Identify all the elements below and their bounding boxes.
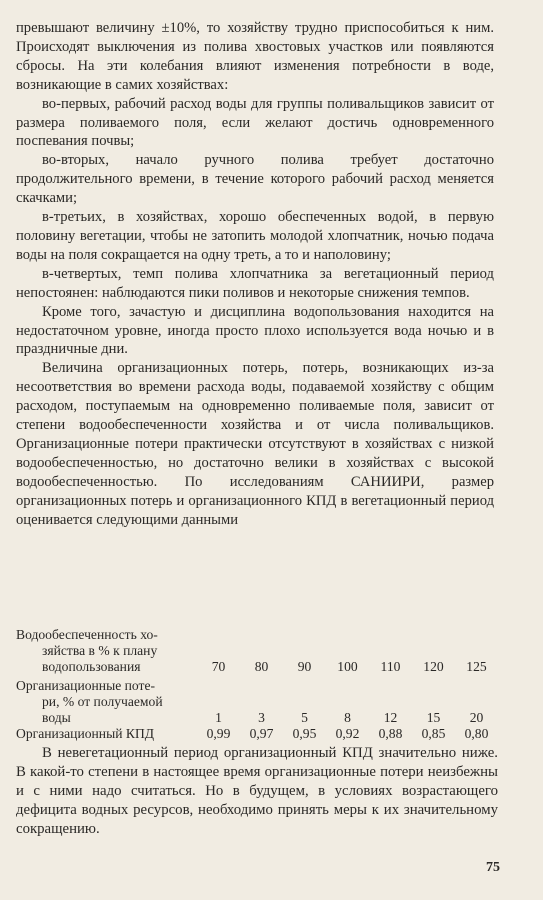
- table-cell: 5: [301, 710, 308, 726]
- table-row: [16, 678, 498, 727]
- table-cell: 3: [258, 710, 265, 726]
- water-supply-table: [16, 627, 498, 742]
- row-label: [16, 678, 197, 727]
- paragraph: в-четвертых, темп полива хлопчатника за вегетационный период непостоянен: наблюдаются пики поливов и некоторые снижения темпов.: [16, 265, 494, 301]
- main-text: [16, 19, 494, 529]
- table-cell: 120: [423, 659, 444, 675]
- page-number: 75: [486, 860, 500, 875]
- table-cell: 90: [297, 659, 312, 675]
- table-cell: 20: [469, 710, 484, 726]
- table-row: [16, 627, 498, 676]
- table-cell: 0,92: [335, 726, 360, 742]
- table-cell: 15: [426, 710, 441, 726]
- row-label: Организационный КПД: [16, 726, 155, 742]
- paragraph: Кроме того, зачастую и дисциплина водопользования находится на недостаточном уровне, иногда просто плохо используется вода ночью и в праздничные дни.: [16, 303, 494, 358]
- table-cell: 100: [337, 659, 358, 675]
- table-cell: 70: [211, 659, 226, 675]
- row-label: [16, 627, 197, 676]
- table-cell: 125: [466, 659, 487, 675]
- table-cell: 80: [254, 659, 269, 675]
- label-line: воды: [42, 710, 71, 726]
- paragraph: во-первых, рабочий расход воды для группы поливальщиков зависит от размера поливаемого поля, если желают достичь одновременного поспевания почвы;: [16, 95, 494, 150]
- table-cell: 0,85: [421, 726, 446, 742]
- label-line: ри, % от получаемой: [42, 693, 163, 709]
- table-cell: 0,80: [464, 726, 489, 742]
- label-line: зяйства в % к плану: [42, 643, 158, 659]
- paragraph: в-третьих, в хозяйствах, хорошо обеспеченных водой, в первую половину вегетации, чтобы не затопить молодой хлопчатник, ночью подача воды на поля сокращается на одну треть, а то и наполовину;: [16, 209, 494, 263]
- table-cell: 12: [383, 710, 398, 726]
- paragraph: превышают величину ±10%, то хозяйству трудно приспособиться к ним. Происходят выключения из полива хвостовых участков или появляются сбросы. На эти колебания влияют изменения потребности в воде, возникающие в самих хозяйствах:: [16, 20, 494, 93]
- table-cell: 0,88: [378, 726, 403, 742]
- table-cell: 110: [380, 659, 401, 675]
- table-cell: 8: [344, 710, 351, 726]
- paragraph: во-вторых, начало ручного полива требует достаточно продолжительного времени, в течение которого рабочий расход меняется скачками;: [16, 152, 494, 207]
- table-cell: 1: [215, 710, 222, 726]
- label-line: Организационные поте-: [16, 677, 156, 693]
- table-row: [16, 726, 498, 742]
- closing-text: [16, 744, 498, 839]
- table-cell: 0,97: [249, 726, 274, 742]
- table-cell: 0,99: [206, 726, 231, 742]
- table-cell: 0,95: [292, 726, 317, 742]
- label-line: Водообеспеченность хо-: [16, 627, 158, 642]
- label-line: водопользования: [42, 659, 141, 675]
- paragraph: Величина организационных потерь, потерь, возникающих из-за несоответствия во времени расхода воды, подаваемой хозяйству с общим расходом, поступаемым на одновременно поливаемые поля, зависит от степени водообеспеченности хозяйства и от числа поливальщиков. Организационные потери практически отсутствуют в хозяйствах с низкой водообеспеченностью, но достаточно велики в хозяйствах с высокой водообеспеченностью. По исследованиям САНИИРИ, размер организационных потерь и организационного КПД в вегетационный период оценивается следующими данными: [16, 360, 494, 528]
- paragraph: В невегетационный период организационный КПД значительно ниже. В какой-то степени в настоящее время организационные потери неизбежны и с ними надо считаться. Но в будущем, в условиях возрастающего дефицита водных ресурсов, необходимо принять меры к их значительному сокращению.: [16, 745, 498, 837]
